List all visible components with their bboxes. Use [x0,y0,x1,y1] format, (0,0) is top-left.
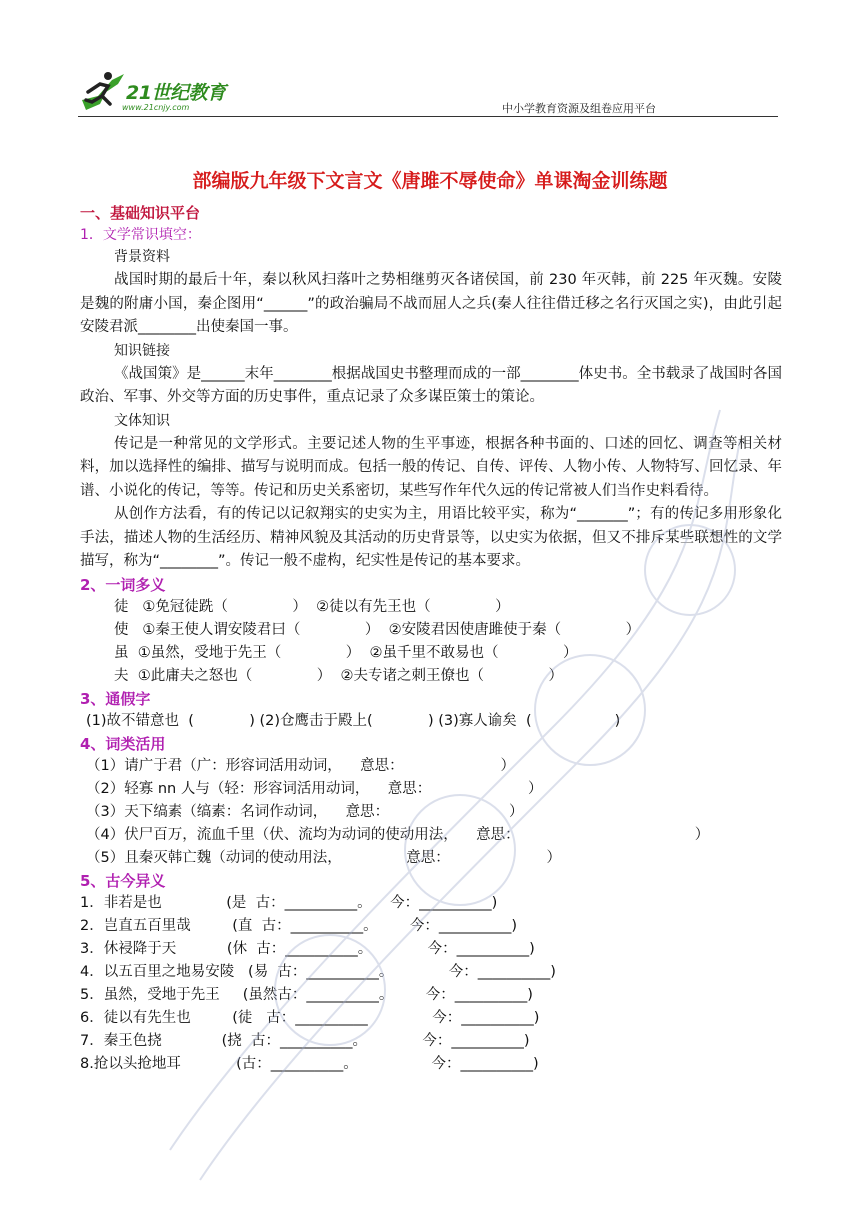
logo-url: www.21cnjy.com [122,103,190,112]
page-header [78,70,778,120]
genre-label: 文体知识 [114,412,170,429]
word-class-line: （5）且秦灭韩亡魏（动词的使动用法， 意思： ） [86,849,562,866]
word-class-line: （2）轻寡 nn 人与（轻：形容词活用动词， 意思： ） [86,780,543,797]
word-class-line: （1）请广于君（广：形容词活用动词， 意思： ） [86,757,515,774]
loanword-line: (1)故不错意也 ( ) (2)仓鹰击于殿上( ) (3)寡人谕矣 ( ) [86,712,621,729]
runner-icon [78,70,126,114]
ancient-modern-line: 2．岂直五百里哉 (直 古：__________。 今：__________) [80,917,518,934]
word-class-line: （3）天下缟素（缟素：名词作动词， 意思： ） [86,803,524,820]
page-title: 部编版九年级下文言文《唐雎不辱使命》单课淘金训练题 [192,170,668,192]
section-4-heading: 4、词类活用 [80,734,166,753]
ancient-modern-line: 8.抢以头抢地耳 (古：__________。 今：__________) [80,1055,539,1072]
ancient-modern-line: 5．虽然，受地于先王 (虽然古：__________。 今：__________) [80,986,533,1003]
polysemy-line: 徒 ①免冠徒跣（ ） ②徒以有先王也（ ） [114,598,510,615]
polysemy-line: 虽 ①虽然，受地于先王（ ） ②虽千里不敢易也（ ） [114,644,578,661]
ancient-modern-line: 4．以五百里之地易安陵 (易 古：__________。 今：__________) [80,963,556,980]
genre-paragraph-1: 传记是一种常见的文学形式。主要记述人物的生平事迹，根据各种书面的、口述的回忆、调查等相关材料，加以选择性的编排、描写与说明而成。包括一般的传记、自传、评传、人物小传、人物特写、回忆录、年谱、小说化的传记，等等。传记和历史关系密切，某些写作年代久远的传记常被人们当作史料看待。 [80,435,782,499]
ancient-modern-line: 6．徒以有先生也 (徒 古：__________ 今：__________) [80,1009,540,1026]
section-2-heading: 2、一词多义 [80,575,166,594]
document-body [80,202,782,1076]
platform-name: 中小学教育资源及组卷应用平台 [502,102,656,115]
header-divider [78,116,778,117]
ancient-modern-line: 7．秦王色挠 (挠 古：__________。 今：__________) [80,1032,530,1049]
knowledge-paragraph: 《战国策》是______末年________根据战国史书整理而成的一部________体史书。全书载录了战国时各国政治、军事、外交等方面的历史事件，重点记录了众多谋臣策士的策论。 [80,365,782,405]
genre-paragraph-2: 从创作方法看，有的传记以记叙翔实的史实为主，用语比较平实，称为“_______”；有的传记多用形象化手法，描述人物的生活经历、精神风貌及其活动的历史背景等，以史实为依据，但又不排斥某些联想性的文学描写，称为“________”。传记一般不虚构，纪实性是传记的基本要求。 [80,506,782,569]
knowledge-label: 知识链接 [114,342,170,359]
polysemy-line: 使 ①秦王使人谓安陵君曰（ ） ②安陵君因使唐雎使于秦（ ） [114,621,641,638]
section-1-heading: 一、基础知识平台 [80,204,201,222]
background-label: 背景资料 [114,249,170,265]
site-logo [78,70,268,116]
logo-text: 21世纪教育 [126,82,226,104]
background-paragraph: 战国时期的最后十年，秦以秋风扫落叶之势相继剪灭各诸侯国，前 230 年灭韩，前 225 年灭魏。安陵是魏的附庸小国，秦企图用“______”的政治骗局不战而屈人之兵(秦人往往借迁移之名行灭国之实)，由此引起安陵君派________出使秦国一事。 [80,272,782,335]
section-5-heading: 5、古今异义 [80,871,166,890]
section-3-heading: 3、通假字 [80,689,151,708]
polysemy-line: 夫 ①此庸夫之怒也（ ） ②夫专诸之刺王僚也（ ） [114,667,563,684]
ancient-modern-line: 1．非若是也 (是 古：__________。 今：__________) [80,894,498,911]
subsection-1-heading: 1．文学常识填空： [80,227,201,243]
word-class-line: （4）伏尸百万，流血千里（伏、流均为动词的使动用法， 意思： ） [86,826,710,843]
ancient-modern-line: 3．休祲降于天 (休 古：__________。 今：__________) [80,940,535,957]
